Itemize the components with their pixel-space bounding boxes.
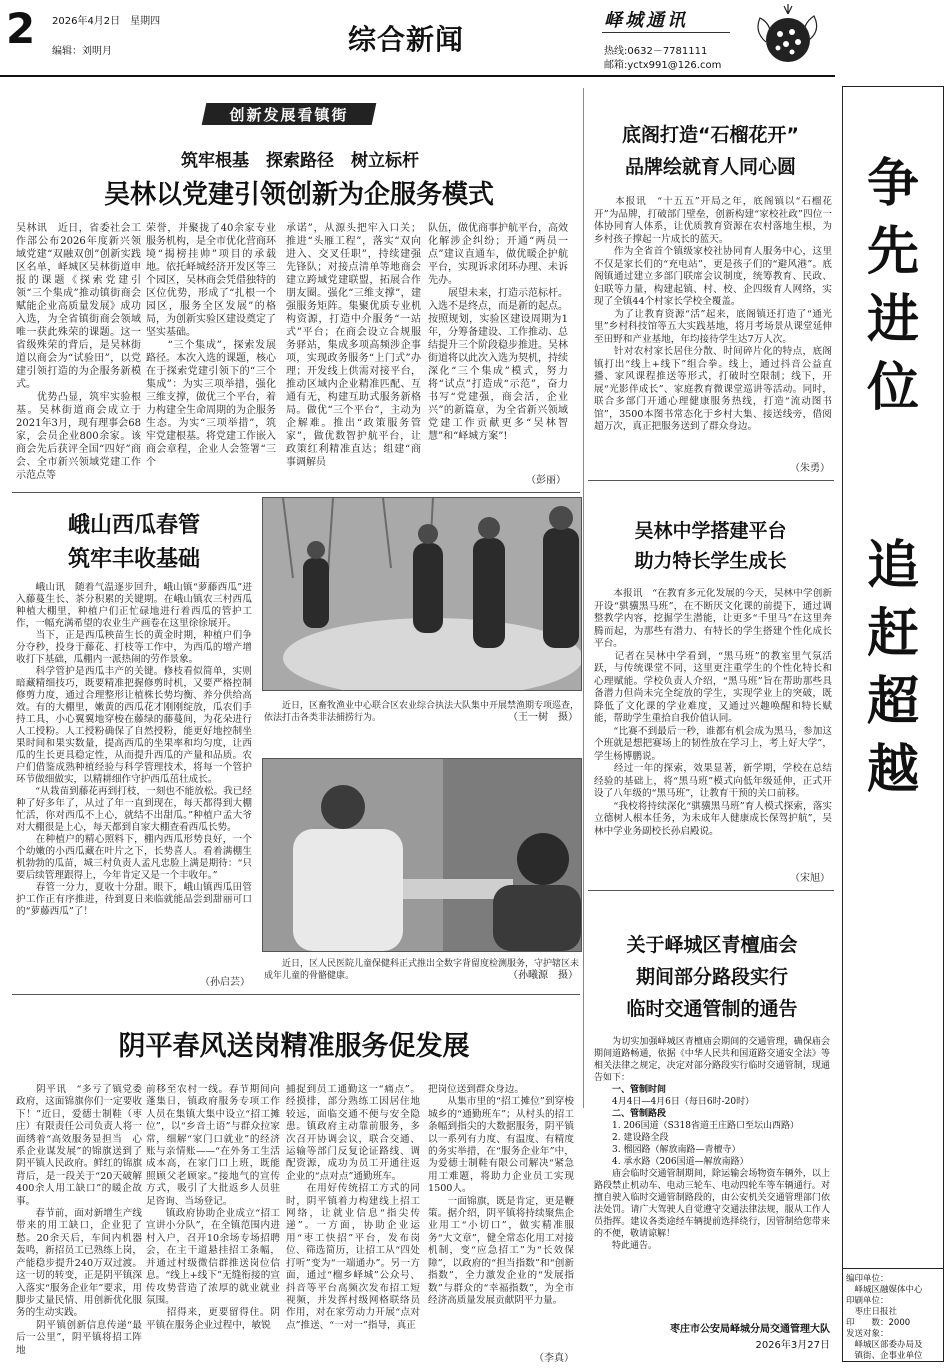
notice-road: 4. 承水路（206国道—解放南路）	[594, 1157, 749, 1167]
notice-signature: 枣庄市公安局峄城分局交通管理大队	[670, 1324, 830, 1335]
right-top-bottom-rule	[588, 480, 834, 481]
footer-line: 编印单位：	[846, 1274, 889, 1284]
lead-headline: 吴林以党建引领创新为企服务模式	[103, 180, 494, 210]
fishing-patrol-photo	[262, 497, 582, 691]
school-body: 本报讯 “在教育多元化发展的今天，吴林中学创新开设“骐骥黑马班”，在不断厌文化课的前提下，通过调整教学内容，挖掘学生潜能，让更多“千里马”在这里奔腾而起，为那些有潜力、有特长的学生搭建个性化成长平台。 记者在吴林中学看到，“黑马班”的教室里气氛活跃，与传统课堂不同，这里更注重学生的个性化特长和心理赋能。学校负责人介绍，“黑马班”旨在帮助那些具备潜力但尚未完全绽放的学生，实现学业上的突破，既降低了文化课的学业难度，又通过兴趣唤醒和特长赋能，帮助学生重拾自我价值认同。 “比赛不到最后一秒，谁都有机会成为黑马，参加这个班就是想把赛场上的韧性放在学习上，考上好大学”，学生杨博鹏说。 经过一年的探索，效果显著，新学期，学校在总结经验的基础上，将“黑马班”模式向低年级延伸，正式开设了八年级的“黑马班”，让教育干预的关口前移。 “我校将持续深化“骐骥黑马班”育人模式探索，落实立德树人根本任务，为未成年人健康成长保驾护航”，吴林中学业务副校长孙启殿说。	[594, 588, 832, 837]
notice-road: 3. 榴园路（解放南路—青檀寺）	[594, 1145, 741, 1155]
lead-column-1: 吴林讯 近日，省委社会工作部公布2026年度新兴领域党建“双融双创”创新实践区名单，峄城区吴林街道申报的课题《探索党建引领“三个集成”推动镇街商会赋能企业高质量发展》成功入选，为全省镇街商会领域唯一获此殊荣的课题。这一省级殊荣的背后，是吴林街道以商会为“试验田”，以党建引领打造的为企服务新模式。 优势凸显，筑牢实验根基。吴林街道商会成立于2021年3月，现有理事会68家，会员企业800余家。该商会先后获评全国“四好”商会、全市新兴领域党建工作示范点等	[16, 223, 141, 481]
footer-line: 峄城区融媒体中心	[846, 1285, 923, 1295]
lead-subtitle: 筑牢根基 探索路径 树立标杆	[181, 151, 419, 171]
bottom-column-3: 捕捉到员工通勤这一“痛点”。经摸排，部分熟练工因居住地较远，面临交通不便与安全隐患。镇政府主动靠前服务，多次召开协调会议，联合交通、运输等部门反复论证路线、调配资源，成功为员工开通往返企业的“点对点”通勤班车。 在用好传统招工方式的同时，阴平镇着力构建线上招工网络，让就业信息“指尖传递”。一方面，协助企业运用“枣工快招”平台，发布岗位、筛选简历，让招工从“四处打听”变为“一端通办”。另一方面，通过“榴乡峄城”公众号、抖音等平台高频次发布招工短视频，并发挥村级网格联络员作用，对在家劳动力开展“点对点”推送、“一对一”指导，真正	[286, 1084, 420, 1331]
school-bottom-rule	[588, 890, 834, 891]
notice-closing: 庙会临时交通管制期间，除运输会场物资车辆外，以上路段禁止机动车、电动三轮车、电动四轮车等车辆通行。对擅自驶入临时交通管制路段的，由公安机关交通管理部门依法处罚。请广大驾驶人自觉遵守交通法律法规，服从工作人员指挥。建议各类途经车辆提前选择绕行，因管制给您带来的不便，敬请谅解！ 特此通告。	[594, 1169, 830, 1251]
melon-body: 峨山讯 随着气温逐步回升，峨山镇“萝藤西瓜”进入藤蔓生长、茶分积累的关键期。在峨山镇农三村西瓜种植大棚里，种植户们正忙碌地进行着西瓜的管护工作，一幅充满希望的农业生产画卷在这里徐徐展开。 当下，正是西瓜秧苗生长的黄金时期，种植户们争分夺秒，投身于藤花、打枝等工作中，为西瓜的增产增收打下基础，瓜棚内一派热闹的劳作景象。 科学管护是西瓜丰产的关键。修枝看似简单，实则暗藏精细技巧，既要精准把握修剪时机，又要严格控制修剪力度，通过合理整形让植株长势均衡、养分供给高效。有的大棚里，嫩黄的西瓜花才刚刚绽放，瓜农们手持工具，小心翼翼地穿梭在藤绿的藤蔓间，为花朵进行人工授粉。人工授粉确保了自然授粉，能更好地控制坐果时间和果实数量，提高西瓜的坐果率和均匀度，让西瓜的生长更具稳定性，从而提升西瓜的产量和品质。农户们借鉴成熟种植经验与科学管理技术，将每一个管护环节做细做实，以精耕细作守护西瓜茁壮成长。 “从栽苗到藤花再到打枝，一刻也不能放松。我已经种了好多年了，从过了年一直到现在，每天都得到大棚忙活，你对西瓜不上心，就结不出甜瓜。”种植户孟大爷对大棚很是上心，每天都到自家大棚查看西瓜长势。 在种植户的精心照料下，棚内西瓜形势良好，一个个幼嫩的小西瓜藏在叶片之下，长势喜人。看着满棚生机勃勃的瓜苗，城三村负责人孟凡忠脸上满是期待：“只要后续管理跟得上，今年肯定又是一个丰收年。” 春管一分力，夏收十分甜。眼下，峨山镇西瓜田管护工作正有序推进，待到夏日来临就能品尝到甜丽可口的“萝藤西瓜”了！	[16, 582, 252, 917]
pomegranate-logo-icon	[748, 2, 828, 72]
footer-line: 印刷单位：	[846, 1296, 889, 1306]
footer-line: 镇街、企事业单位	[846, 1351, 923, 1361]
footer-line: 印 数：2000	[846, 1318, 911, 1328]
page-number: 2	[6, 4, 36, 53]
slogan-char: 追	[866, 536, 919, 596]
notice-intro: 为切实加强峄城区青檀庙会期间的交通管理，确保庙会期间道路畅通，依据《中华人民共和国道路交通安全法》等相关法律之规定，决定对部分路段实行临时交通管制，现通告如下：	[594, 1037, 830, 1083]
right-top-body: 本报讯 “十五五”开局之年，底阁镇以“石榴花开”为品牌，打破部门壁垒，创新构建“家校社政”四位一体协同育人体系，让优质教育资源在农村落地生根，为乡村孩子撑起一片成长的蓝天。 作为全省首个镇级家校社协同育人服务中心，这里不仅是家长们的“充电站”，更是孩子们的“避风港”。底阁镇通过建立多部门联席会议制度，统筹教育、民政、妇联等力量，构建起镇、村、校、企四级育人网络，实现了全镇44个村家长学校全覆盖。 为了让教育资源“活”起来，底阁镇还打造了“通光里”乡村科技馆等五大实践基地，将月考场景从课堂延伸至田野和产业基地，年均接待学生达7万人次。 针对农村家长居住分散、时间碎片化的特点，底阁镇打出“线上+线下”组合拳。线上，通过抖音公益直播、家风课程推送等形式，打破时空限制；线下，开展“光影伴成长”、家庭教育微课堂巡讲等活动。同时，联合多部门开通心理健康服务热线，打造“流动图书馆”，3500本图书常态化于乡村大集、接送线旁，借阅超万次，真正把服务送到了群众身边。	[594, 196, 832, 432]
bottom-top-rule	[12, 994, 580, 995]
mailbox: 邮箱:yctx991@126.com	[604, 60, 722, 71]
photo1-credit: （王一树 摄）	[508, 712, 578, 723]
slogan-char: 位	[866, 358, 919, 418]
lead-column-3: 承诺”，从源头把牢入口关；推进“头雁工程”，落实“双向进入、交叉任职”，持续建强先锋队；对接点清单等地商会建立跨域党建联盟，拓展合作朋友圈。强化“三维支撑”，建强服务矩阵。集聚优质专业机构资源，打造中介服务“一站式”平台；在商会设立合规服务驿站，集成多项高频涉企事项，实现政务服务“上门式”办理；开发线上供需对接平台，推动区域内企业精准匹配、互通有无，构建互助式服务新格局。做优“三个平台”，主动为企解难。推出“政策服务管家”，做优数智护航平台，让政策红利精准直达；组建“商事调解员	[286, 223, 421, 468]
slogan-char: 争	[866, 154, 919, 214]
vertical-divider	[583, 88, 584, 1108]
bottom-headline: 阴平春风送岗精准服务促发展	[118, 1031, 470, 1062]
notice-road: 1. 206国道（S318省道王庄路口至坛山西路）	[594, 1121, 799, 1131]
photo1-caption: 近日，区畜牧渔业中心联合区农业综合执法大队集中开展禁渔期专项巡查，依法打击各类非法捕捞行为。	[264, 701, 580, 723]
notice-title-line2: 期间部分路段实行	[635, 966, 788, 988]
paper-name: 峄城通讯	[604, 10, 688, 31]
notice-heading-time: 一、管制时间	[594, 1085, 667, 1095]
hotline: 热线:0632－7781111	[604, 46, 708, 57]
slogan-char: 进	[866, 290, 919, 350]
issue-date: 2026年4月2日 星期四	[52, 16, 161, 27]
slogan-char: 赶	[866, 604, 919, 664]
notice-body	[594, 1036, 830, 1304]
sidebar-footer	[846, 1274, 942, 1362]
school-title-line2: 助力特长学生成长	[634, 550, 787, 572]
sidebar-footer-rule	[842, 1268, 944, 1269]
slogan-char: 超	[866, 672, 919, 732]
notice-road: 2. 建设路全段	[594, 1133, 669, 1143]
lead-bottom-rule	[12, 492, 580, 493]
lead-column-2: 荣誉，并聚拢了40余家专业服务机构，是全市优化营商环境“揭榜挂帅”项目的承载地。依托峄城经济开发区等三个园区，吴林商会凭借独特的区位优势，形成了“扎根一个园区，服务全区发展”的格局，为创新实验区建设奠定了坚实基础。 “三个集成”，探索发展路径。本次入选的课题，核心在于探索党建引领下的“三个集成”：为实三项举措，强化三维支撑，做优三个平台，着力构建全生命周期的为企服务生态。为实“三项举措”，筑牢党建根基。将党建工作嵌入商会章程，企业人会签署“三个	[146, 223, 276, 468]
melon-title-line1: 峨山西瓜春管	[67, 513, 200, 538]
notice-heading-roads: 二、管制路段	[594, 1109, 667, 1119]
slogan-char: 越	[866, 740, 919, 800]
notice-time: 4月4日—4月6日（每日6时-20时）	[594, 1097, 755, 1107]
school-credit: （宋旭）	[790, 873, 830, 884]
notice-date: 2026年3月27日	[755, 1340, 830, 1351]
footer-line: 峄城区部委办局及	[846, 1340, 923, 1350]
bottom-column-2: 前移至农村一线。春节期间向蓬集日，镇政府服务专项工作人员在集镇大集中设立“招工摊位”，以“乡音土语”与群众拉家常，细解“家门口就业”的经济账与亲情账——“在外务工生活成本高，在家门口上班，既能照顾父老顾家。”接地气的宣传方式，吸引了大批返乡人员驻足咨询、当场登记。 镇政府协助企业成立“招工宣讲小分队”，在全镇范围内进村入户，召开10余场专场招聘会，在主干道悬挂招工条幅，并通过村级微信群推送岗位信息。“线上+线下”无缝衔接的宣传攻势营造了浓厚的就业就业氛围。 招得来，更要留得住。阴平镇在服务企业过程中，敏锐	[146, 1084, 280, 1331]
right-top-credit: （朱勇）	[790, 463, 830, 474]
melon-title-line2: 筑牢丰收基础	[67, 547, 200, 572]
slogan-char: 先	[866, 222, 919, 282]
section-title: 综合新闻	[348, 23, 465, 56]
footer-line: 发送对象：	[846, 1329, 889, 1339]
melon-credit: （孙启芸）	[200, 977, 250, 988]
editor-credit: 编辑：刘明月	[52, 46, 112, 57]
child-health-photo	[262, 758, 582, 952]
bottom-credit: （李真）	[534, 1353, 574, 1364]
right-top-title-line1: 底阁打造“石榴花开”	[622, 124, 799, 146]
photo2-credit: （孙曦源 摄）	[508, 970, 578, 981]
right-top-title-line2: 品牌绘就育人同心圆	[624, 156, 796, 178]
sidebar-slogan	[842, 150, 944, 804]
photo2-caption: 近日，区人民医院儿童保健科正式推出全数字背留度检测服务，守护辖区未成年儿童的骨骼健康。	[264, 959, 580, 981]
lead-column-4: 队伍，做优商事护航平台，高效化解涉企纠纷；开通“两员一点”建议直通车，做优暖企护航平台，实现诉求闭环办理、未诉先办。 展望未来，打造示范标杆。入选不是终点，而是新的起点。按照规划，实验区建设周期为1年，分筹备建设、工作推动、总结提升三个阶段稳步推进。吴林街道将以此次入选为契机，持续深化“三个集成”模式，努力将“试点”打造成“示范”，奋力书写“党建强，商会活，企业兴”的新篇章，为全省新兴领域党建工作贡献更多“吴林智慧”和“峄城方案”!	[428, 223, 568, 442]
bottom-column-1: 阴平讯 “多亏了镇党委政府，这面锦旗你们一定要收下！”近日，爱德士制鞋（枣庄）有限责任公司负责人将一面绣着“高效服务显担当 心系企业谋发展”的锦旗送到了阴平镇人民政府。鲜红的锦旗背后，是一段关于“20天破解400余人用工缺口”的暖企故事。 春节前，面对新增生产线带来的用工缺口，企业犯了愁。20余天后，车间内机器轰鸣，新招员工已熟练上岗，产能稳步提升240万双过渡。这一切的转变，正是阴平镇深入落实“服务企业年”要求，用脚步丈量民情、用创新优化服务的生动实践。 阴平镇创新信息传递“最后一公里”，阴平镇将招工阵地	[16, 1084, 142, 1356]
lead-credit: （彭丽）	[526, 475, 566, 486]
masthead-rule	[0, 75, 835, 77]
bottom-column-4: 把岗位送到群众身边。 从集市里的“招工摊位”到穿梭城乡的“通勤班车”；从村头的招工条幅到指尖的大数据服务，阴平镇以一系列有力度、有温度、有精度的务实举措，在“服务企业年”中，为爱德士制鞋有限公司解决“紧急用工难题，将助力企业员工实现1500人。 一面锦旗，既是肯定，更是鞭策。据介绍，阴平镇将持续聚焦企业用工“小切口”，做实精准服务“大文章”，健全常态化用工对接机制，变“应急招工”为“长效保障”，以政府的“担当指数”和“创新指数”，全力激发企业的“发展指数”与群众的“幸福指数”，为全市经济高质量发展贡献阴平力量。	[428, 1084, 574, 1306]
masthead-underline	[602, 32, 730, 33]
section-banner-text: 创新发展看镇街	[229, 106, 349, 124]
notice-title-line1: 关于峄城区青檀庙会	[626, 934, 798, 956]
notice-title-line3: 临时交通管制的通告	[626, 998, 798, 1020]
footer-line: 枣庄日报社	[846, 1307, 898, 1317]
school-title-line1: 吴林中学搭建平台	[634, 520, 787, 542]
